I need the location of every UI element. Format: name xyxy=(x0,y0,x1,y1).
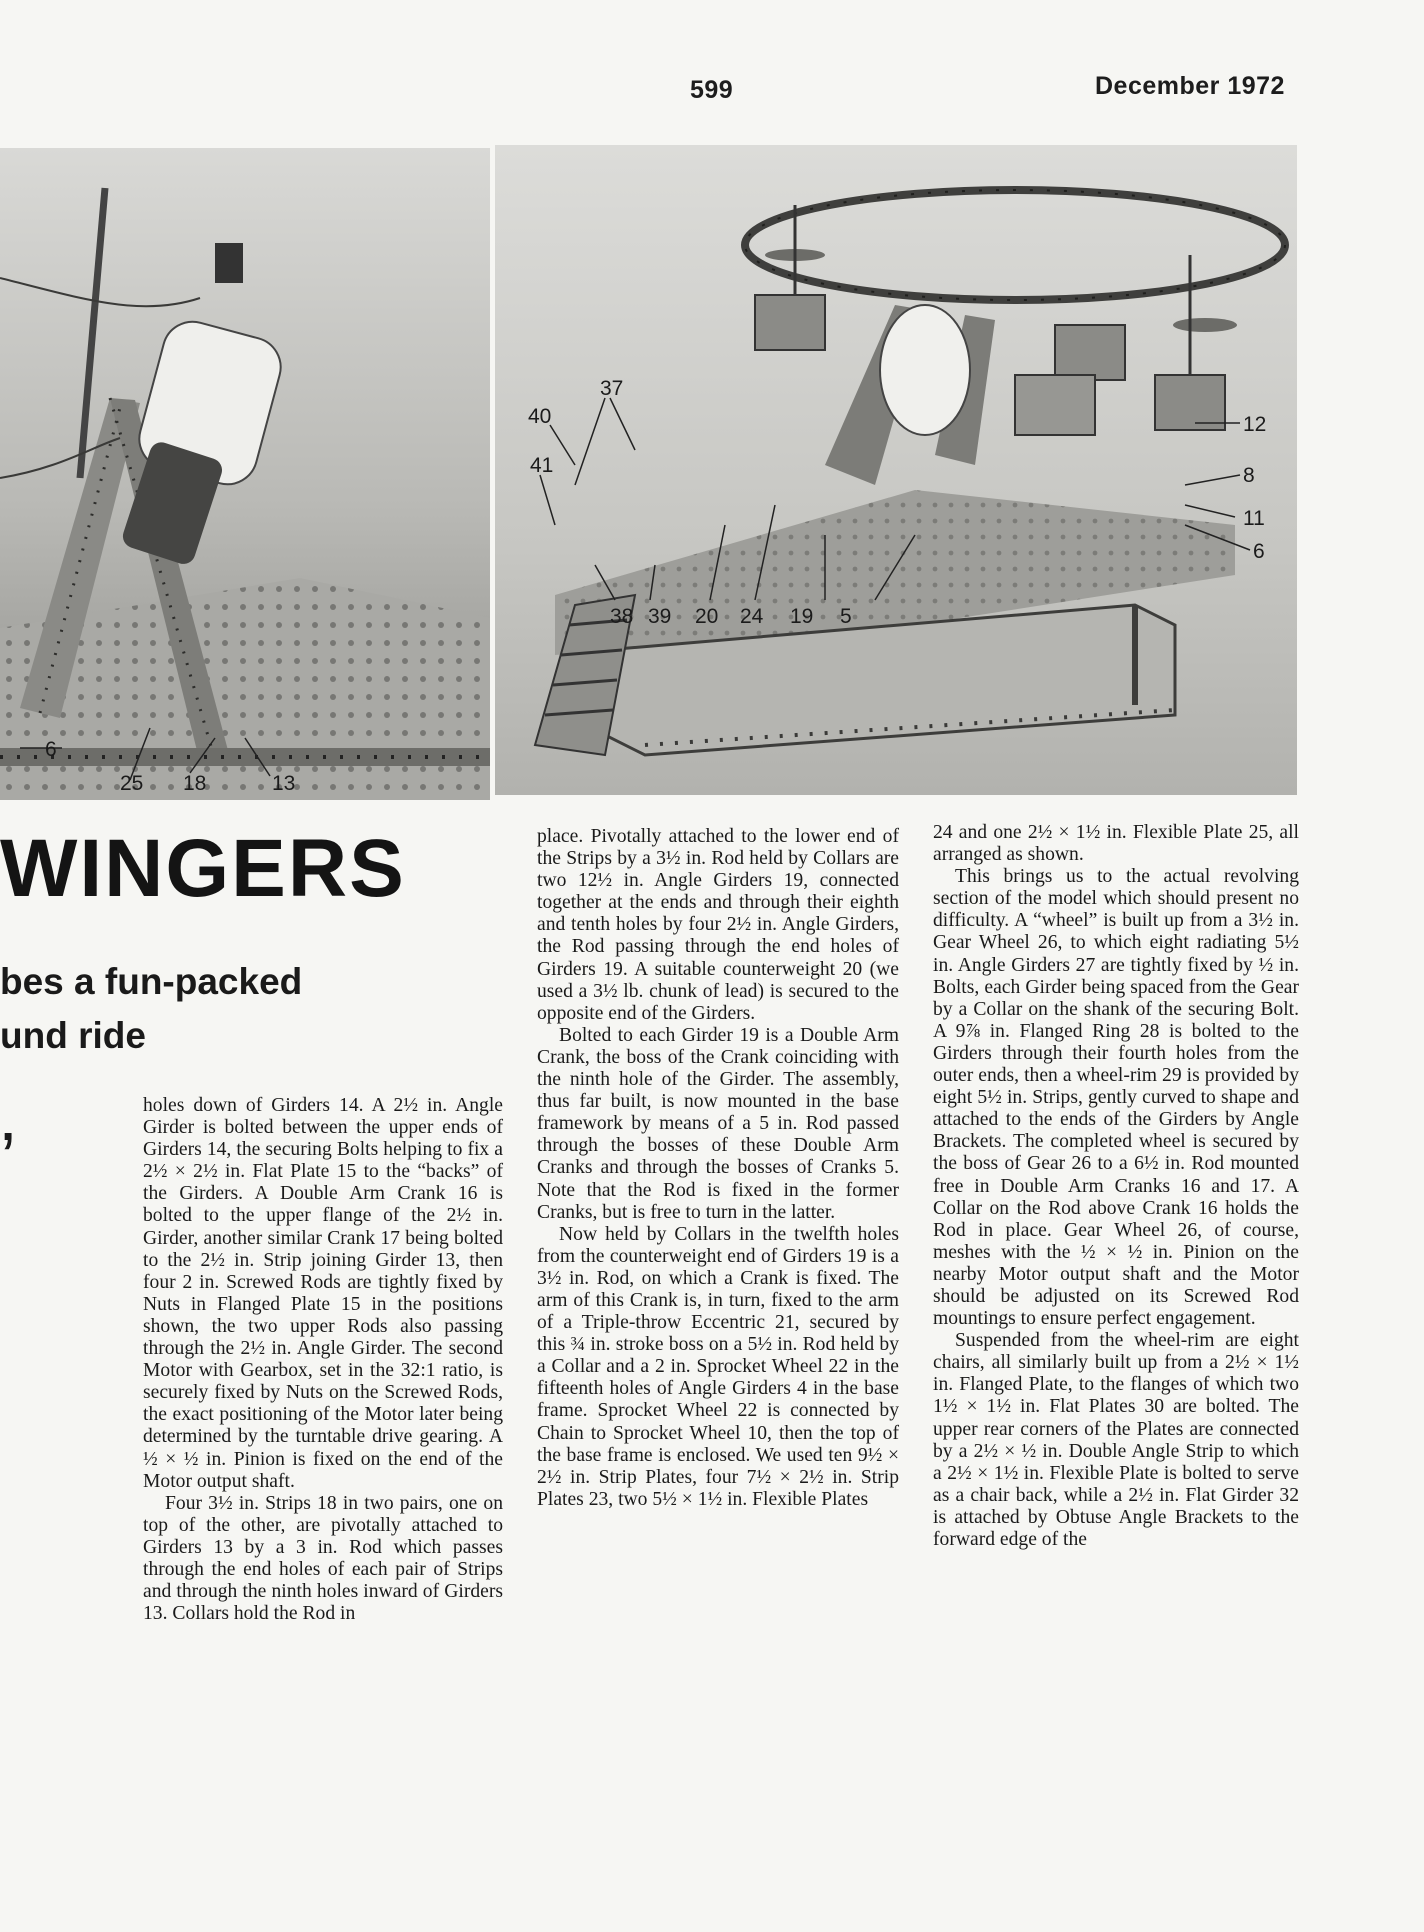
callout-label: 18 xyxy=(183,772,207,795)
callout-label: 40 xyxy=(528,405,552,428)
callout-label: 38 xyxy=(610,605,634,628)
issue-date: December 1972 xyxy=(1095,72,1285,100)
paragraph: place. Pivotally attached to the lower end of the Strips by a 3½ in. Rod held by Collars are two 12½ in. Angle Girders 19, connected together at the ends and through their eighth and tenth holes by four 2½ in. Angle Girders, the Rod passing through the end holes of Girders 19. A suitable counterweight 20 (we used a 3½ lb. chunk of lead) is secured to the opposite end of the Girders. xyxy=(537,826,899,1024)
callout-label: 6 xyxy=(1253,540,1265,563)
callout-label: 12 xyxy=(1243,413,1267,436)
paragraph: Suspended from the wheel-rim are eight chairs, all similarly built up from a 2½ × 1½ in. Flanged Plate, to the flanges of which two 1½ × 1½ in. Flat Plates 30 are bolted. The upper rear corners of the Plates are connected by a 2½ × ½ in. Double Angle Strip to which a 2½ × 1½ in. Flexible Plate is bolted to serve as a chair back, while a 2½ in. Flat Girder 32 is attached by Obtuse Angle Brackets to the forward edge of the xyxy=(933,1330,1299,1550)
page-number: 599 xyxy=(690,76,734,104)
callout-label: 19 xyxy=(790,605,814,628)
paragraph: 24 and one 2½ × 1½ in. Flexible Plate 25, all arranged as shown. xyxy=(933,822,1299,866)
article-subhead-line1: bes a fun-packed xyxy=(0,961,303,1002)
callout-label: 41 xyxy=(530,454,554,477)
callout-label: 20 xyxy=(695,605,719,628)
paragraph: holes down of Girders 14. A 2½ in. Angle Girder is bolted between the upper ends of Girders 14, the securing Bolts helping to fix a 2½ × 2½ in. Flat Plate 15 to the “backs” of the Girders. A Double Arm Crank 16 is bolted to the upper flange of the 2½ in. Girder, another similar Crank 17 being bolted to the 2½ in. Strip joining Girder 13, then four 2 in. Screwed Rods are tightly fixed by Nuts in Flanged Plate 15 in the positions shown, the two upper Rods also passing through the 2½ in. Angle Girder. The second Motor with Gearbox, set in the 32:1 ratio, is securely fixed by Nuts on the Screwed Rods, the exact positioning of the Motor later being determined by the turntable drive gearing. A ½ × ½ in. Pinion is fixed on the end of the Motor output shaft. xyxy=(143,1095,503,1492)
callout-label: 37 xyxy=(600,377,624,400)
photo-motor-closeup xyxy=(0,148,490,800)
callout-label: 8 xyxy=(1243,464,1255,487)
callout-label: 39 xyxy=(648,605,672,628)
article-column-1 xyxy=(143,1095,503,1625)
paragraph: Bolted to each Girder 19 is a Double Arm Crank, the boss of the Crank coinciding with the ninth hole of the Girder. The assembly, thus far built, is now mounted in the base framework by means of a 5 in. Rod passed through the bosses of these Double Arm Cranks and through the bosses of Cranks 5. Note that the Rod is fixed in the former Cranks, but is free to turn in the latter. xyxy=(537,1024,899,1223)
article-subhead-line2: und ride xyxy=(0,1015,146,1056)
article-headline: WINGERS xyxy=(0,823,406,914)
paragraph: This brings us to the actual revolving section of the model which should present no difficulty. A “wheel” is built up from a 3½ in. Gear Wheel 26, to which eight radiating 5½ in. Angle Girders 27 are tightly fixed by ½ in. Bolts, each Girder being spaced from the Gear by a Collar on the shank of the securing Bolt. A 9⅞ in. Flanged Ring 28 is bolted to the Girders through their fourth holes from the outer ends, then a wheel-rim 29 is provided by eight 5½ in. Strips, gently curved to shape and attached to the ends of the Girders by Angle Brackets. The completed wheel is secured by the boss of Gear 26 to a 6½ in. Rod mounted free in Double Arm Cranks 16 and 17. A Collar on the Rod above Crank 16 holds the Rod in place. Gear Wheel 26, of course, meshes with the ½ × ½ in. Pinion on the nearby Motor output shaft and the Motor should be adjusted on its Screwed Rod mountings to ensure perfect engagement. xyxy=(933,866,1299,1330)
callout-label: 5 xyxy=(840,605,852,628)
article-column-2 xyxy=(537,826,899,1511)
photo-full-model xyxy=(495,145,1297,795)
article-column-3 xyxy=(933,822,1299,1551)
callout-label: 25 xyxy=(120,772,144,795)
drop-initial: ’ xyxy=(0,1119,16,1199)
paragraph: Four 3½ in. Strips 18 in two pairs, one on top of the other, are pivotally attached to Girders 13 by a 3 in. Rod which passes through the end holes of each pair of Strips and through the ninth holes inward of Girders 13. Collars hold the Rod in xyxy=(143,1492,503,1625)
callout-label: 13 xyxy=(272,772,296,795)
callout-label: 11 xyxy=(1243,507,1265,530)
paragraph: Now held by Collars in the twelfth holes from the counterweight end of Girders 19 is a 3½ in. Rod, on which a Crank is fixed. The arm of this Crank is, in turn, fixed to the arm of a Triple-throw Eccentric 21, secured by this ¾ in. stroke boss on a 5½ in. Rod held by a Collar and a 2 in. Sprocket Wheel 22 in the fifteenth holes of Angle Girders 4 in the base frame. Sprocket Wheel 22 is connected by Chain to Sprocket Wheel 10, then the top of the base frame is enclosed. We used ten 9½ × 2½ in. Strip Plates, four 7½ × 2½ in. Strip Plates 23, two 5½ × 1½ in. Flexible Plates xyxy=(537,1223,899,1510)
callout-label: 6 xyxy=(45,738,57,761)
callout-label: 24 xyxy=(740,605,764,628)
photo-motor-closeup-image xyxy=(0,148,490,800)
photo-full-model-image xyxy=(495,145,1297,795)
